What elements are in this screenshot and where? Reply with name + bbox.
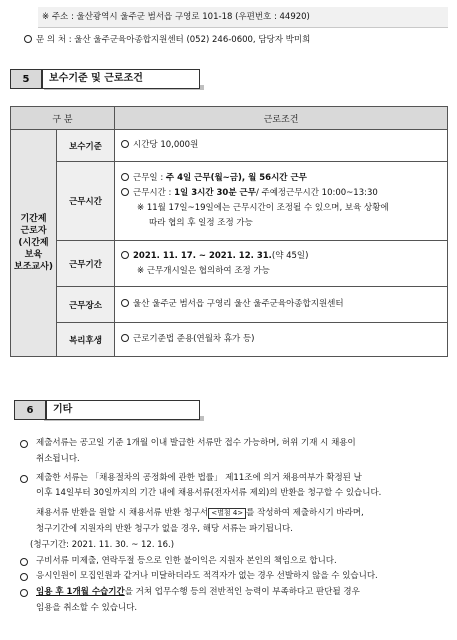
circle-bullet-icon	[121, 251, 129, 259]
row-value-place: 울산 울주군 범서읍 구영리 울산 울주군육아종합지원센터	[115, 287, 448, 323]
circle-bullet-icon	[20, 475, 28, 483]
circle-bullet-icon	[121, 140, 129, 148]
address-line: ※ 주소 : 울산광역시 울주군 범서읍 구영로 101-18 (우편번호 : 44920)	[42, 12, 310, 22]
address-line-box	[38, 7, 448, 28]
circle-bullet-icon	[121, 299, 129, 307]
circle-bullet-icon	[20, 589, 28, 597]
circle-bullet-icon	[121, 173, 129, 181]
circle-bullet-icon	[121, 188, 129, 196]
row-value-hours: 근무일 : 주 4일 근무(월~금), 월 56시간 근무 근무시간 : 1일 3시간 30분 근무/ 주예정근무시간 10:00~13:30 ※ 11월 17일~19일에는 근무시간이 조정될 수 있으며, 보육 상황에 따라 협의 후 일정 조정 가능	[115, 162, 448, 241]
note-item: 구비서류 미제출, 연락두절 등으로 인한 불이익은 지원자 본인의 책임으로 합니다.	[20, 554, 448, 570]
circle-bullet-icon	[24, 35, 32, 43]
row-label-pay: 보수기준	[57, 130, 115, 162]
attachment-tag: <별첨 4>	[208, 508, 246, 519]
row-value-period: 2021. 11. 17. ~ 2021. 12. 31.(약 45일) ※ 근무개시일은 협의하여 조정 가능	[115, 241, 448, 287]
row-value-pay: 시간당 10,000원	[115, 130, 448, 162]
circle-bullet-icon	[20, 440, 28, 448]
row-label-period: 근무기간	[57, 241, 115, 287]
section-5-title: 보수기준 및 근로조건	[42, 69, 200, 89]
row-value-welfare: 근로기준법 준용(연월차 휴가 등)	[115, 323, 448, 357]
row-label-welfare: 복리후생	[57, 323, 115, 357]
circle-bullet-icon	[20, 558, 28, 566]
section-5-number: 5	[10, 69, 42, 89]
circle-bullet-icon	[121, 334, 129, 342]
column-header-conditions: 근로조건	[115, 107, 448, 130]
section-6-title: 기타	[46, 400, 200, 420]
row-label-hours: 근무시간	[57, 162, 115, 241]
circle-bullet-icon	[20, 573, 28, 581]
note-item: 제출한 서류는 「채용절차의 공정화에 관한 법률」 제11조에 의거 채용여부가 확정된 날 이후 14일부터 30일까지의 기간 내에 채용서류(전자서류 제외)의 반환을 청구할 수 있습니다. 채용서류 반환을 원할 시 채용서류 반환 청구서 <별첨 4> 를 작성하여 제출하시기 바라며, 청구기간에 지원자의 반환 청구가 없을 경우, 해당 서류는 파기됩니다. (청구기간: 2021. 11. 30. ~ 12. 16.)	[20, 471, 448, 554]
worker-type-header: 기간제 근로자 (시간제 보육 보조교사)	[11, 130, 57, 357]
note-item: 임용 후 1개월 수습기간을 거쳐 업무수행 등의 전반적인 능력이 부족하다고 판단될 경우 임용을 취소할 수 있습니다.	[20, 585, 448, 617]
note-item: 응시인원이 모집인원과 같거나 미달하더라도 적격자가 없는 경우 선발하지 않을 수 있습니다.	[20, 569, 448, 585]
notes-list	[20, 436, 448, 617]
section-6-number: 6	[14, 400, 46, 420]
conditions-table	[10, 106, 448, 357]
note-item: 제출서류는 공고일 기준 1개월 이내 발급한 서류만 접수 가능하며, 허위 기재 시 채용이 취소됩니다.	[20, 436, 448, 468]
row-label-place: 근무장소	[57, 287, 115, 323]
contact-line: 문 의 처 : 울산 울주군육아종합지원센터 (052) 246-0600, 담당자 박미희	[24, 33, 310, 47]
column-header-gubun: 구 분	[11, 107, 115, 130]
